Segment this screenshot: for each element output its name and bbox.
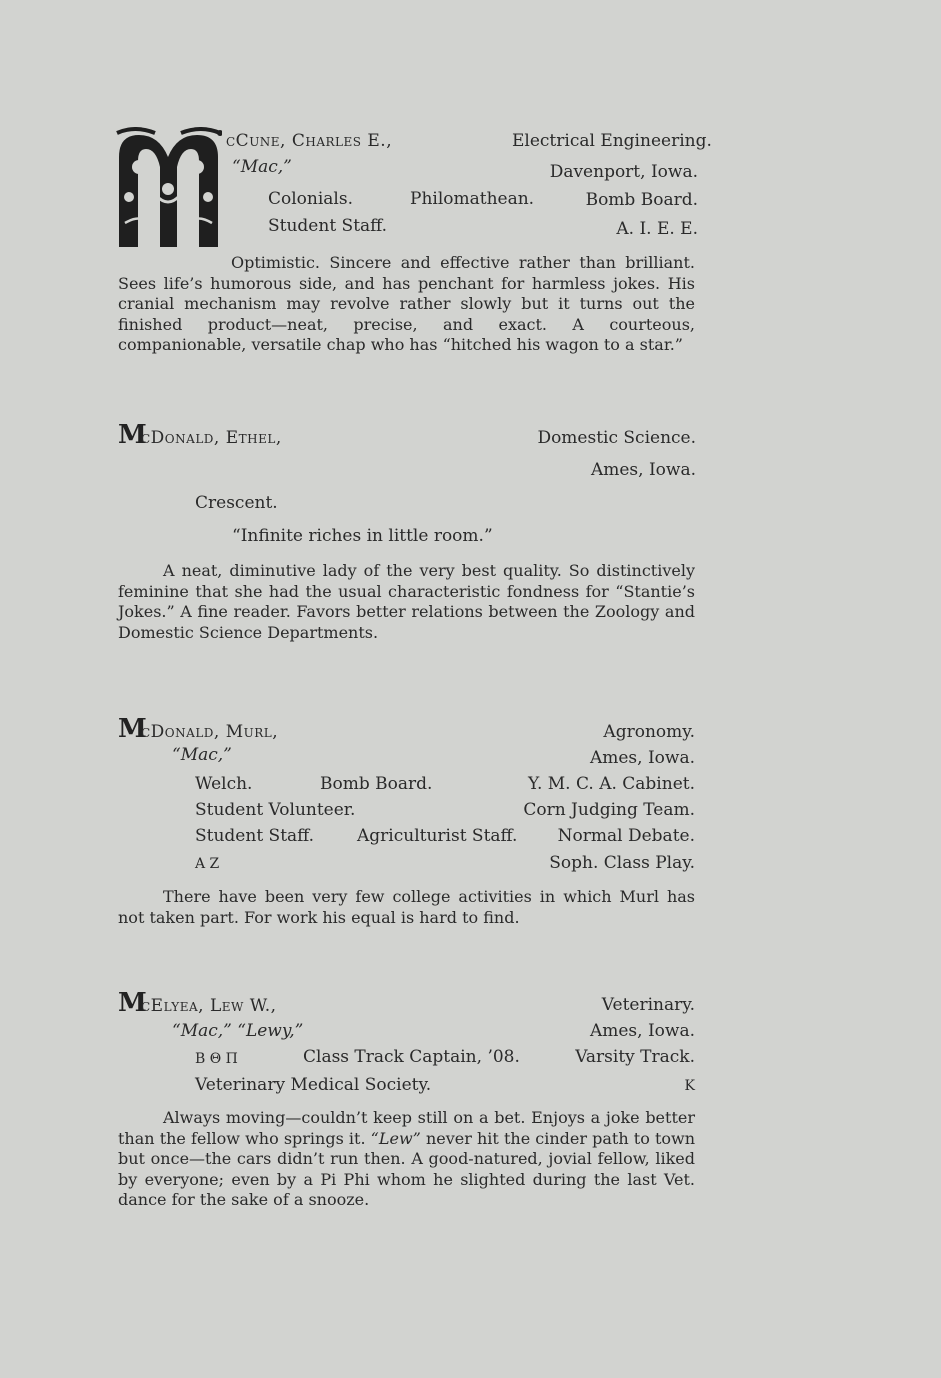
- activity: Welch.: [195, 774, 253, 794]
- entry-name: cElyea, Lew W.,: [141, 996, 277, 1016]
- activity: Colonials.: [268, 189, 353, 209]
- activity: Corn Judging Team.: [523, 800, 695, 820]
- activity: Varsity Track.: [575, 1047, 695, 1067]
- activity: Student Volunteer.: [195, 800, 356, 820]
- activity: Student Staff.: [268, 216, 388, 236]
- activity: Philomathean.: [410, 189, 535, 209]
- activity: B Θ Π: [195, 1051, 238, 1067]
- entry-department: Veterinary.: [601, 995, 695, 1015]
- entry-name: cDonald, Ethel,: [141, 428, 282, 448]
- entry-nickname: “Mac,”: [232, 157, 292, 177]
- entry-hometown: Ames, Iowa.: [590, 460, 696, 480]
- entry-department: Agronomy.: [603, 722, 695, 742]
- entry-name: cDonald, Murl,: [141, 722, 279, 742]
- activity: Veterinary Medical Society.: [195, 1075, 432, 1095]
- activity: A. I. E. E.: [616, 219, 698, 239]
- activity: Soph. Class Play.: [549, 853, 695, 873]
- entry-department: Electrical Engineering.: [512, 131, 712, 151]
- activity: Student Staff.: [195, 826, 315, 846]
- activity: K: [684, 1078, 695, 1094]
- activity: Class Track Captain, ’08.: [303, 1047, 520, 1067]
- entry-description: Optimistic. Sincere and effective rather than brilliant. Sees life’s humorous side, and has penchant for harmless jokes. His cranial mechanism may revolve rather slowly but it turns out the finished product—neat, precise, and exact. A courteous, companionable, versatile chap who has “hitched his wagon to a star.”: [118, 253, 695, 354]
- entry-quote: “Infinite riches in little room.”: [232, 526, 493, 546]
- initial-letter: M: [118, 420, 147, 450]
- entry-nickname: “Mac,”: [172, 745, 232, 765]
- entry-hometown: Ames, Iowa.: [589, 748, 695, 768]
- activity: Bomb Board.: [320, 774, 433, 794]
- entry-name: cCune, Charles E.,: [226, 131, 393, 151]
- activity: Bomb Board.: [585, 190, 698, 210]
- activity: A Z: [195, 856, 220, 872]
- activity: Crescent.: [195, 493, 278, 513]
- activity: Normal Debate.: [557, 826, 695, 846]
- entry-department: Domestic Science.: [537, 428, 696, 448]
- initial-letter: M: [118, 988, 147, 1018]
- initial-letter: M: [118, 714, 147, 744]
- activity: Agriculturist Staff.: [357, 826, 518, 846]
- entry-description: A neat, diminutive lady of the very best quality. So distinctively feminine that she had the usual characteristic fondness for “Stantie’s Jokes.” A fine reader. Favors better relations between the Zoology and Domestic Science Departments.: [118, 561, 695, 642]
- illuminated-initial-m: [115, 127, 222, 251]
- activity: Y. M. C. A. Cabinet.: [527, 774, 695, 794]
- entry-description: There have been very few college activities in which Murl has not taken part. For work his equal is hard to find.: [118, 887, 695, 927]
- entry-hometown: Ames, Iowa.: [589, 1021, 695, 1041]
- entry-hometown: Davenport, Iowa.: [549, 162, 698, 182]
- entry-description: Always moving—couldn’t keep still on a bet. Enjoys a joke better than the fellow who springs it. “Lew” never hit the cinder path to town but once—the cars didn’t run then. A good-natured, jovial fellow, liked by everyone; even by a Pi Phi whom he slighted during the last Vet. dance for the sake of a snooze.: [118, 1108, 696, 1209]
- entry-nickname: “Mac,” “Lewy,”: [172, 1021, 304, 1041]
